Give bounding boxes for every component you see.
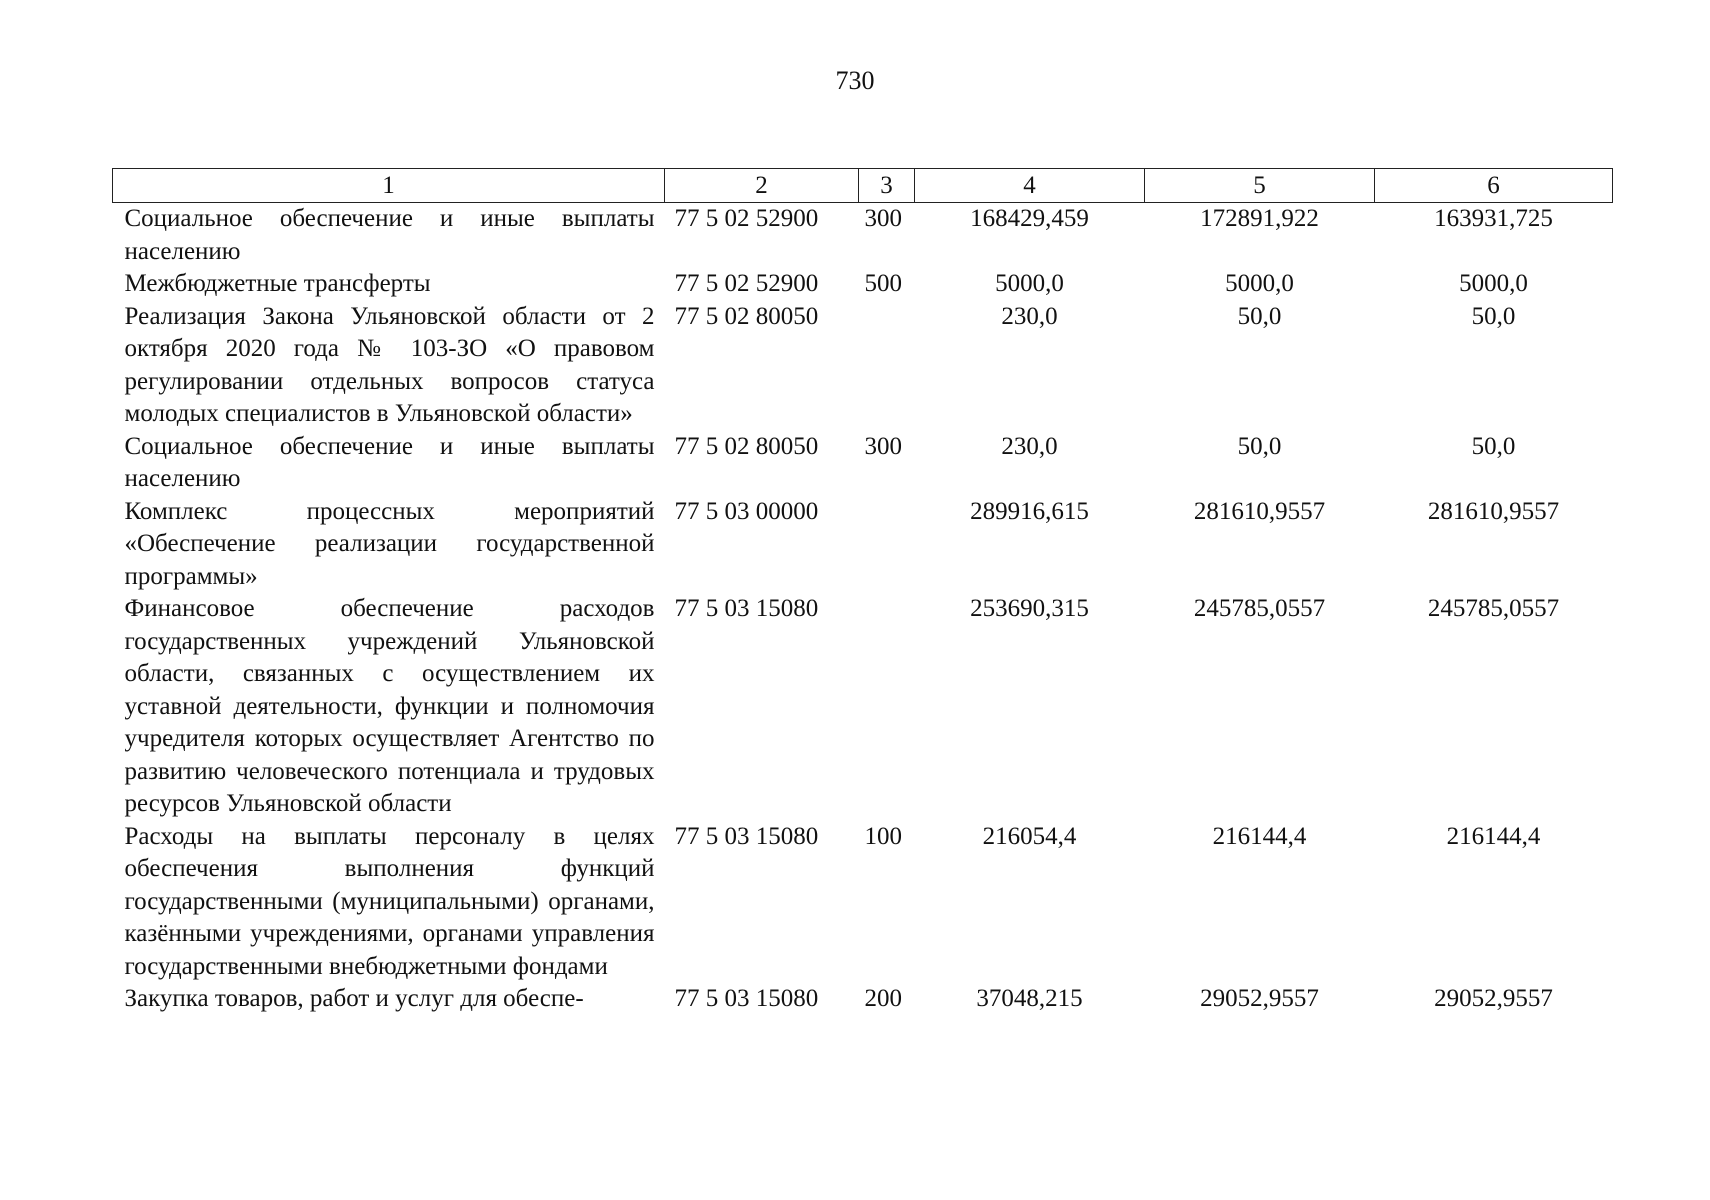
row-value-col-4: 289916,615 [970,497,1089,525]
row-value-col-5: 245785,0557 [1193,595,1326,622]
row-value-col-6: 50,0 [1471,302,1516,330]
row-value-col-6: 216144,4 [1446,822,1541,850]
row-expense-type [859,301,915,431]
row-expense-type: 500 [864,270,902,297]
row-expense-type: 200 [864,985,902,1012]
table-header-row [113,169,1613,203]
row-expense-type [859,496,915,594]
row-name: Комплекс процессных мероприятий «Обеспечение реализации государственной программы» [124,497,655,590]
header-col-1: 1 [113,169,665,203]
row-code: 77 5 03 15080 [674,985,819,1012]
row-name: Социальное обеспечение и иные выплаты населению [124,205,655,265]
header-col-6: 6 [1375,169,1613,203]
row-value-col-6: 29052,9557 [1434,985,1553,1012]
row-name: Расходы на выплаты персоналу в целях обеспечения выполнения функций государственными (муниципальными) органами, казёнными учреждениями, органами управления государственными внебюджетными фондами [124,822,655,980]
row-value-col-5: 216144,4 [1212,822,1307,850]
row-name: Межбюджетные трансферты [124,270,431,297]
row-code: 77 5 03 15080 [674,822,819,850]
row-value-col-6: 50,0 [1471,432,1516,460]
row-value-col-6: 5000,0 [1459,270,1528,297]
row-value-col-4: 230,0 [1001,302,1058,330]
row-value-col-5: 29052,9557 [1200,985,1319,1012]
row-code: 77 5 02 80050 [674,432,819,460]
page-number: 730 [835,66,875,95]
row-value-col-4: 37048,215 [976,985,1083,1012]
header-col-2: 2 [665,169,859,203]
table-row [113,203,1613,269]
row-code: 77 5 02 52900 [674,205,819,232]
row-value-col-5: 172891,922 [1200,205,1319,232]
row-code: 77 5 02 52900 [674,270,819,297]
row-value-col-4: 230,0 [1001,432,1058,460]
table-row [113,983,1613,1016]
table-row [113,821,1613,984]
row-value-col-4: 168429,459 [970,205,1089,232]
header-col-5: 5 [1145,169,1375,203]
table-row [113,593,1613,821]
row-value-col-6: 281610,9557 [1427,497,1560,525]
row-name: Финансовое обеспечение расходов государственных учреждений Ульяновской области, связанных с осуществлением их уставной деятельности, функции и полномочия учредителя которых осуществляет Агентство по развитию человеческого потенциала и трудовых ресурсов Ульяновской области [124,595,655,817]
table-row [113,496,1613,594]
header-col-3: 3 [859,169,915,203]
row-value-col-5: 50,0 [1237,302,1282,330]
row-value-col-5: 281610,9557 [1193,497,1326,525]
row-name: Закупка товаров, работ и услуг для обеспе- [124,985,584,1012]
row-code: 77 5 02 80050 [674,302,819,330]
row-expense-type [859,593,915,821]
row-value-col-5: 50,0 [1237,432,1282,460]
row-value-col-6: 163931,725 [1434,205,1553,232]
header-col-4: 4 [915,169,1145,203]
row-expense-type: 300 [864,432,902,460]
budget-table [112,168,1613,1016]
table-row [113,268,1613,301]
row-value-col-6: 245785,0557 [1427,595,1560,622]
row-code: 77 5 03 00000 [674,497,819,525]
row-value-col-4: 253690,315 [970,595,1089,622]
row-value-col-4: 5000,0 [995,270,1064,297]
row-value-col-5: 5000,0 [1225,270,1294,297]
table-row [113,301,1613,431]
row-expense-type: 300 [864,205,902,232]
row-value-col-4: 216054,4 [982,822,1077,850]
row-name: Реализация Закона Ульяновской области от 2 октября 2020 года № 103-ЗО «О правовом регулировании отдельных вопросов статуса молодых специалистов в Ульяновской области» [124,302,655,427]
row-code: 77 5 03 15080 [674,595,819,622]
row-expense-type: 100 [864,822,902,850]
table-row [113,431,1613,496]
row-name: Социальное обеспечение и иные выплаты населению [124,432,655,492]
